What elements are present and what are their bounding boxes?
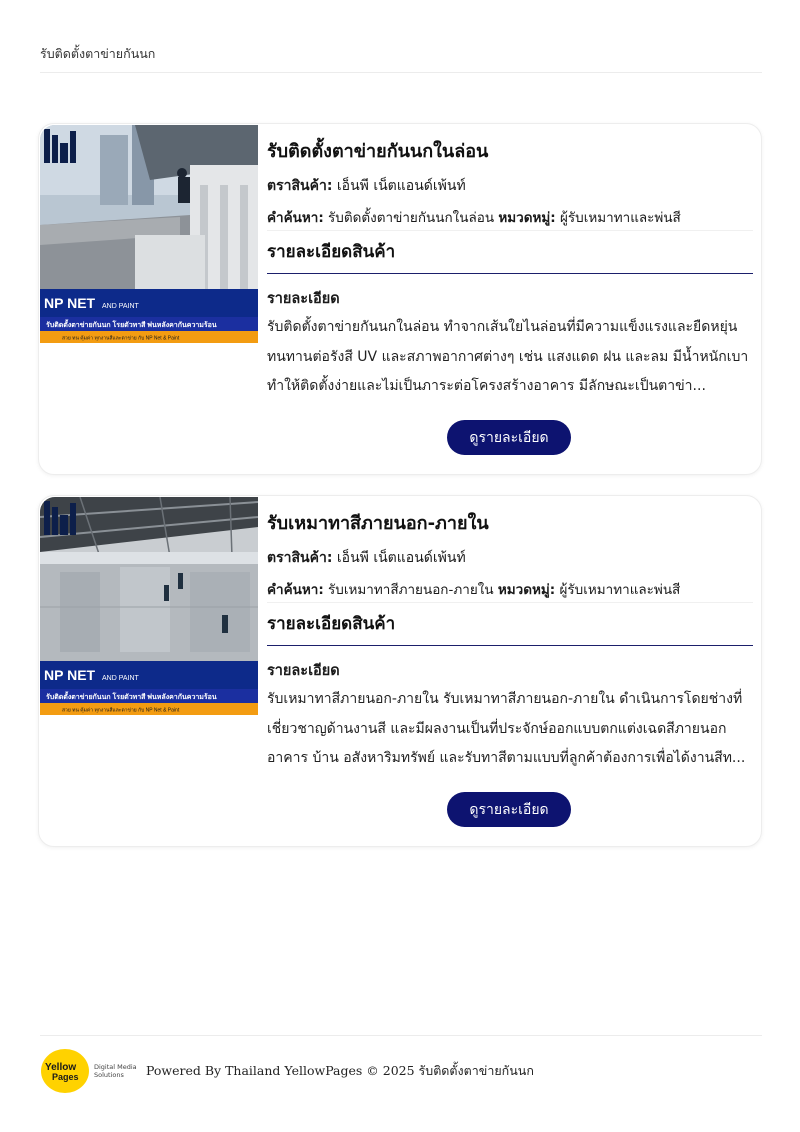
brand-value: เอ็นพี เน็ตแอนด์เพ้นท์: [336, 550, 466, 566]
footer-copyright: Powered By Thailand YellowPages © 2025 รับติดตั้งตาข่ายกันนก: [146, 1063, 534, 1078]
product-title[interactable]: รับติดตั้งตาข่ายกันนกในล่อน: [267, 141, 489, 162]
footer: [40, 1048, 534, 1094]
brand-label: ตราสินค้า:: [267, 550, 333, 566]
section-title: รายละเอียดสินค้า: [267, 610, 753, 646]
brand-value: เอ็นพี เน็ตแอนด์เพ้นท์: [336, 178, 466, 194]
image-brand-text: NP NET: [44, 295, 96, 311]
footer-divider: [40, 1035, 762, 1036]
logo-subtitle: Digital Media Solutions: [94, 1063, 137, 1079]
product-title[interactable]: รับเหมาทาสีภายนอก-ภายใน: [267, 513, 489, 534]
keyword-label: คำค้นหา:: [267, 582, 324, 598]
product-card: [38, 495, 762, 847]
image-brand-sub: AND PAINT: [102, 303, 139, 310]
image-banner-text: รับติดตั้งตาข่ายกันนก โรยตัวทาสี พ่นหลังคากันความร้อน: [46, 694, 217, 701]
page-breadcrumb: รับติดตั้งตาข่ายกันนก: [40, 44, 762, 73]
product-image[interactable]: [40, 125, 258, 343]
keyword-value: รับเหมาทาสีภายนอก-ภายใน: [328, 582, 494, 598]
image-brand-sub: AND PAINT: [102, 675, 139, 682]
product-meta: [267, 206, 681, 228]
keyword-value: รับติดตั้งตาข่ายกันนกในล่อน: [328, 210, 495, 226]
category-label: หมวดหมู่:: [497, 582, 556, 598]
category-value: ผู้รับเหมาทาและพ่นสี: [560, 210, 681, 226]
detail-text: รับติดตั้งตาข่ายกันนกในล่อน ทำจากเส้นใยไนล่อนที่มีความแข็งแรงและยืดหยุ่น ทนทานต่อรังสี UV และสภาพอากาศต่างๆ เช่น แสงแดด ฝน และลม มีน้ำหนักเบา ทำให้ติดตั้งง่ายและไม่เป็นภาระต่อโครงสร้างอาคาร มีลักษณะเป็นตาข่า...: [267, 319, 749, 394]
product-brand: [267, 175, 466, 197]
detail-label: รายละเอียด: [267, 291, 340, 307]
view-details-button[interactable]: ดูรายละเอียด: [447, 420, 571, 455]
product-meta: [267, 578, 680, 600]
image-banner-sub: สวย ทน คุ้มค่า ทุกงานสีและตาข่าย กับ NP Net & Paint: [62, 335, 180, 342]
detail-label: รายละเอียด: [267, 663, 340, 679]
yellowpages-logo[interactable]: [40, 1048, 90, 1094]
product-image[interactable]: [40, 497, 258, 715]
logo-text-2: Pages: [52, 1072, 79, 1082]
image-brand-text: NP NET: [44, 667, 96, 683]
category-label: หมวดหมู่:: [498, 210, 556, 226]
detail-text: รับเหมาทาสีภายนอก-ภายใน รับเหมาทาสีภายนอก-ภายใน ดำเนินการโดยช่างที่เชี่ยวชาญด้านงานสี และมีผลงานเป็นที่ประจักษ์ออกแบบตกแต่งเฉดสีภายนอกอาคาร บ้าน อสังหาริมทรัพย์ และรับทาสีตามแบบที่ลูกค้าต้องการเพื่อได้งานสีท...: [267, 691, 746, 766]
logo-text-1: Yellow: [45, 1062, 77, 1073]
category-value: ผู้รับเหมาทาและพ่นสี: [559, 582, 681, 598]
image-banner-sub: สวย ทน คุ้มค่า ทุกงานสีและตาข่าย กับ NP Net & Paint: [62, 707, 180, 714]
view-details-button[interactable]: ดูรายละเอียด: [447, 792, 571, 827]
product-card: [38, 123, 762, 475]
product-brand: [267, 547, 466, 569]
brand-label: ตราสินค้า:: [267, 178, 333, 194]
divider: [267, 602, 753, 603]
divider: [267, 230, 753, 231]
keyword-label: คำค้นหา:: [267, 210, 324, 226]
section-title: รายละเอียดสินค้า: [267, 238, 753, 274]
image-banner-text: รับติดตั้งตาข่ายกันนก โรยตัวทาสี พ่นหลังคากันความร้อน: [46, 322, 217, 329]
